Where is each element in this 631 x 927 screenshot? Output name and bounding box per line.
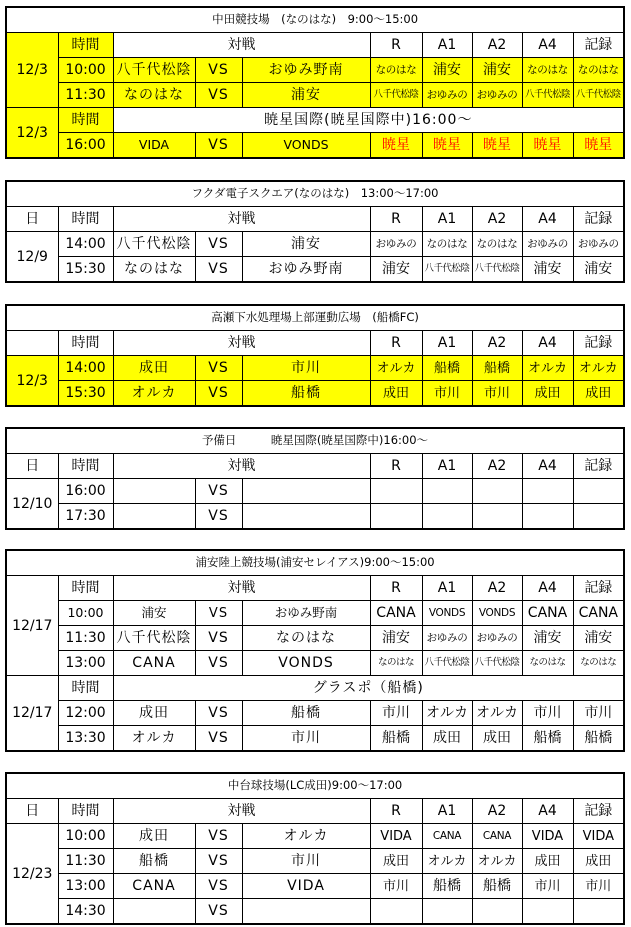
ref-a1 [422,899,472,925]
schedule-table [5,6,625,159]
home-team [113,504,195,530]
away-team: 船橋 [242,381,370,407]
home-team: なのはな [113,257,195,283]
ref-a2: 市川 [472,381,522,407]
ref-a1: 八千代松陰 [422,257,472,283]
ref-a1 [422,504,472,530]
ref-record: 成田 [573,849,624,874]
vs-label: VS [195,701,242,726]
vs-label: VS [195,479,242,504]
ref-a4: 浦安 [522,626,573,651]
away-team: 浦安 [242,232,370,257]
vs-label: VS [195,824,242,849]
venue-title: 中台球技場(LC成田)9:00～17:00 [6,773,624,799]
header-r: R [370,454,422,479]
time-cell: 12:00 [58,701,113,726]
vs-label: VS [195,601,242,626]
venue-title: 浦安陸上競技場(浦安セレイアス)9:00～15:00 [6,550,624,576]
ref-a2: 浦安 [472,58,522,83]
away-team: おゆみ野南 [242,601,370,626]
date-cell: 12/17 [6,676,58,752]
time-cell: 13:30 [58,726,113,752]
home-team: 成田 [113,356,195,381]
table-row [6,381,624,407]
vs-label: VS [195,83,242,108]
header-match: 対戦 [113,207,370,232]
header-match: 対戦 [113,454,370,479]
ref-record: 浦安 [573,257,624,283]
time-cell: 10:00 [58,58,113,83]
ref-r [370,899,422,925]
header-match: 対戦 [113,576,370,601]
ref-a1: 船橋 [422,356,472,381]
ref-r: なのはな [370,58,422,83]
ref-a4: なのはな [522,651,573,676]
ref-record: CANA [573,601,624,626]
ref-a1: 暁星 [422,133,472,159]
schedule-block-urayasu [5,549,623,752]
ref-r: 市川 [370,701,422,726]
header-time: 時間 [58,331,113,356]
table-row [6,874,624,899]
time-cell: 16:00 [58,133,113,159]
ref-r: CANA [370,601,422,626]
ref-a1: CANA [422,824,472,849]
away-team: 浦安 [242,83,370,108]
table-row [6,232,624,257]
ref-record [573,899,624,925]
time-cell: 13:00 [58,874,113,899]
ref-a1: おゆみの [422,83,472,108]
away-team: オルカ [242,824,370,849]
table-row [6,601,624,626]
home-team: 船橋 [113,849,195,874]
ref-record: 成田 [573,381,624,407]
ref-a1: 船橋 [422,874,472,899]
ref-a4: オルカ [522,356,573,381]
table-row [6,133,624,159]
header-a1: A1 [422,33,472,58]
header-match: 対戦 [113,331,370,356]
away-team [242,504,370,530]
ref-a1: 市川 [422,381,472,407]
header-r: R [370,207,422,232]
vs-label: VS [195,726,242,752]
sub-venue-title: グラスポ（船橋) [113,676,624,701]
header-r: R [370,576,422,601]
home-team: 成田 [113,701,195,726]
ref-record [573,479,624,504]
header-a4: A4 [522,576,573,601]
ref-r: 市川 [370,874,422,899]
ref-record: 暁星 [573,133,624,159]
home-team: 八千代松陰 [113,232,195,257]
vs-label: VS [195,257,242,283]
ref-record: なのはな [573,651,624,676]
home-team: 八千代松陰 [113,58,195,83]
ref-record: オルカ [573,356,624,381]
ref-r [370,504,422,530]
ref-a2: おゆみの [472,83,522,108]
ref-a4: CANA [522,601,573,626]
header-record: 記録 [573,207,624,232]
ref-a1: VONDS [422,601,472,626]
date-cell: 12/9 [6,232,58,283]
ref-record: おゆみの [573,232,624,257]
vs-label: VS [195,899,242,925]
ref-r: VIDA [370,824,422,849]
header-record: 記録 [573,33,624,58]
ref-record: 浦安 [573,626,624,651]
time-cell: 16:00 [58,479,113,504]
header-time: 時間 [58,33,113,58]
header-record: 記録 [573,799,624,824]
header-a1: A1 [422,454,472,479]
time-cell: 17:30 [58,504,113,530]
ref-a4: VIDA [522,824,573,849]
header-a4: A4 [522,207,573,232]
home-team: なのはな [113,83,195,108]
schedule-table [5,549,625,752]
away-team: おゆみ野南 [242,257,370,283]
header-time: 時間 [58,207,113,232]
ref-r: 成田 [370,381,422,407]
ref-record [573,504,624,530]
ref-a2: 八千代松陰 [472,257,522,283]
table-row [6,83,624,108]
away-team: 市川 [242,726,370,752]
schedule-block-fukuda [5,180,623,283]
date-cell: 12/23 [6,824,58,925]
time-cell: 10:00 [58,824,113,849]
header-r: R [370,33,422,58]
ref-a2: 暁星 [472,133,522,159]
header-r: R [370,331,422,356]
ref-a2: オルカ [472,849,522,874]
vs-label: VS [195,381,242,407]
ref-r: 船橋 [370,726,422,752]
ref-a1: なのはな [422,232,472,257]
vs-label: VS [195,626,242,651]
header-time: 時間 [58,108,113,133]
vs-label: VS [195,849,242,874]
date-cell: 12/3 [6,33,58,108]
ref-a2: 船橋 [472,356,522,381]
header-blank [6,331,58,356]
ref-record: 市川 [573,701,624,726]
home-team: 成田 [113,824,195,849]
table-row [6,257,624,283]
venue-title: 中田競技場 (なのはな) 9:00～15:00 [6,7,624,33]
ref-a2: オルカ [472,701,522,726]
away-team: 船橋 [242,701,370,726]
header-a2: A2 [472,799,522,824]
header-time: 時間 [58,799,113,824]
time-cell: 14:00 [58,232,113,257]
ref-r: 浦安 [370,626,422,651]
ref-a4: 市川 [522,874,573,899]
header-a1: A1 [422,331,472,356]
ref-a4: なのはな [522,58,573,83]
time-cell: 15:30 [58,257,113,283]
table-row [6,504,624,530]
ref-a2: 八千代松陰 [472,651,522,676]
table-row [6,726,624,752]
ref-r [370,479,422,504]
home-team: オルカ [113,726,195,752]
table-row [6,849,624,874]
header-a2: A2 [472,33,522,58]
home-team [113,479,195,504]
time-cell: 14:00 [58,356,113,381]
ref-a1: 成田 [422,726,472,752]
sub-venue-title: 暁星国際(暁星国際中)16:00～ [113,108,624,133]
header-a4: A4 [522,33,573,58]
ref-a2 [472,899,522,925]
ref-r: 八千代松陰 [370,83,422,108]
home-team: オルカ [113,381,195,407]
away-team [242,479,370,504]
time-cell: 10:00 [58,601,113,626]
header-a2: A2 [472,454,522,479]
ref-record: なのはな [573,58,624,83]
date-cell: 12/3 [6,356,58,407]
ref-a2: なのはな [472,232,522,257]
ref-a1: オルカ [422,701,472,726]
away-team: VONDS [242,133,370,159]
venue-title: 予備日 暁星国際(暁星国際中)16:00～ [6,428,624,454]
vs-label: VS [195,651,242,676]
vs-label: VS [195,874,242,899]
away-team: なのはな [242,626,370,651]
away-team: 市川 [242,356,370,381]
schedule-block-nakadai [5,772,623,925]
header-record: 記録 [573,576,624,601]
ref-a1: おゆみの [422,626,472,651]
table-row [6,479,624,504]
time-cell: 13:00 [58,651,113,676]
header-match: 対戦 [113,799,370,824]
home-team: 八千代松陰 [113,626,195,651]
schedule-table [5,180,625,283]
ref-a4 [522,504,573,530]
home-team [113,899,195,925]
ref-r: なのはな [370,651,422,676]
header-record: 記録 [573,454,624,479]
ref-record: 船橋 [573,726,624,752]
table-row [6,58,624,83]
header-match: 対戦 [113,33,370,58]
time-cell: 11:30 [58,849,113,874]
away-team [242,899,370,925]
header-a2: A2 [472,576,522,601]
header-a2: A2 [472,207,522,232]
header-a4: A4 [522,331,573,356]
ref-a2 [472,504,522,530]
vs-label: VS [195,356,242,381]
header-record: 記録 [573,331,624,356]
ref-r: 暁星 [370,133,422,159]
ref-r: 浦安 [370,257,422,283]
header-day: 日 [6,454,58,479]
ref-a4: 暁星 [522,133,573,159]
ref-a4: 成田 [522,849,573,874]
header-time: 時間 [58,676,113,701]
date-cell: 12/17 [6,576,58,676]
header-a4: A4 [522,799,573,824]
venue-title: 高瀬下水処理場上部運動広場 (船橋FC) [6,305,624,331]
home-team: VIDA [113,133,195,159]
schedule-block-reserve [5,427,623,530]
ref-a4: 船橋 [522,726,573,752]
home-team: 浦安 [113,601,195,626]
ref-a4 [522,899,573,925]
away-team: VONDS [242,651,370,676]
ref-a4: おゆみの [522,232,573,257]
header-time: 時間 [58,454,113,479]
venue-title: フクダ電子スクエア(なのはな) 13:00～17:00 [6,181,624,207]
ref-r: オルカ [370,356,422,381]
ref-a2: 成田 [472,726,522,752]
time-cell: 11:30 [58,83,113,108]
ref-a2: おゆみの [472,626,522,651]
table-row [6,701,624,726]
ref-a1: オルカ [422,849,472,874]
schedule-table [5,772,625,925]
ref-a4: 浦安 [522,257,573,283]
header-r: R [370,799,422,824]
table-row [6,356,624,381]
ref-a2: CANA [472,824,522,849]
ref-record: VIDA [573,824,624,849]
vs-label: VS [195,232,242,257]
schedule-table [5,427,625,530]
ref-a4 [522,479,573,504]
ref-a2: 船橋 [472,874,522,899]
schedule-block-takase [5,304,623,407]
ref-r: 成田 [370,849,422,874]
time-cell: 11:30 [58,626,113,651]
schedule-table [5,304,625,407]
time-cell: 15:30 [58,381,113,407]
ref-record: 八千代松陰 [573,83,624,108]
header-a1: A1 [422,207,472,232]
away-team: VIDA [242,874,370,899]
table-row [6,651,624,676]
ref-record: 市川 [573,874,624,899]
home-team: CANA [113,651,195,676]
date-cell: 12/3 [6,108,58,159]
ref-a2 [472,479,522,504]
header-time: 時間 [58,576,113,601]
vs-label: VS [195,133,242,159]
header-a2: A2 [472,331,522,356]
header-a1: A1 [422,576,472,601]
ref-a4: 成田 [522,381,573,407]
time-cell: 14:30 [58,899,113,925]
vs-label: VS [195,504,242,530]
table-row [6,626,624,651]
header-a4: A4 [522,454,573,479]
ref-r: おゆみの [370,232,422,257]
date-cell: 12/10 [6,479,58,530]
header-day: 日 [6,207,58,232]
ref-a1: 浦安 [422,58,472,83]
ref-a4: 市川 [522,701,573,726]
table-row [6,899,624,925]
ref-a4: 八千代松陰 [522,83,573,108]
schedule-block-nakata [5,6,623,159]
away-team: おゆみ野南 [242,58,370,83]
home-team: CANA [113,874,195,899]
ref-a2: VONDS [472,601,522,626]
header-a1: A1 [422,799,472,824]
vs-label: VS [195,58,242,83]
table-row [6,824,624,849]
ref-a1: 八千代松陰 [422,651,472,676]
header-day: 日 [6,799,58,824]
away-team: 市川 [242,849,370,874]
ref-a1 [422,479,472,504]
